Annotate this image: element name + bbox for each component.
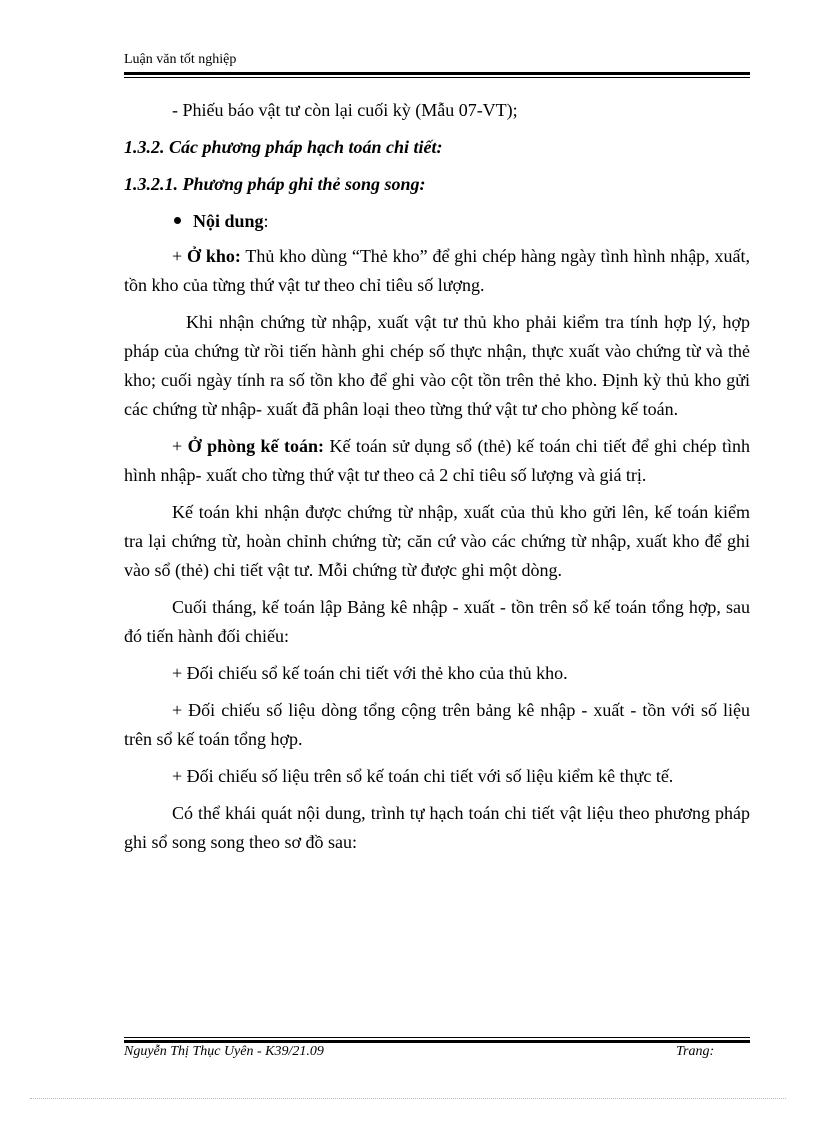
section-heading: 1.3.2. Các phương pháp hạch toán chi tiết: <box>124 137 443 157</box>
footer-rule-thick <box>124 1040 750 1043</box>
kho-prefix: + <box>172 246 187 266</box>
pkt-text: Kế toán sử dụng sổ (thẻ) kế toán chi tiết để ghi chép tình hình nhập- xuất cho từng thứ vật tư theo cả 2 chỉ tiêu số lượng và giá trị. <box>124 436 750 485</box>
footer-rule-thin <box>124 1037 750 1038</box>
reconcile-item-3: + Đối chiếu số liệu trên sổ kế toán chi tiết với số liệu kiểm kê thực tế. <box>172 766 674 786</box>
pkt-label: Ở phòng kế toán: <box>187 436 324 456</box>
document-body <box>124 96 750 857</box>
paragraph-4: Có thể khái quát nội dung, trình tự hạch toán chi tiết vật liệu theo phương pháp ghi sổ song song theo sơ đồ sau: <box>124 803 750 852</box>
paragraph-kho <box>124 242 750 300</box>
kho-text: Thủ kho dùng “Thẻ kho” để ghi chép hàng ngày tình hình nhập, xuất, tồn kho của từng thứ vật tư theo chỉ tiêu số lượng. <box>124 246 750 295</box>
paragraph-1: Khi nhận chứng từ nhập, xuất vật tư thủ kho phải kiểm tra tính hợp lý, hợp pháp của chứng từ rồi tiến hành ghi chép số thực nhận, thực xuất vào chứng từ và thẻ kho; cuối ngày tính ra số tồn kho để ghi vào cột tồn trên thẻ kho. Định kỳ thủ kho gửi các chứng từ nhập- xuất đã phân loại theo từng thứ vật tư cho phòng kế toán. <box>124 312 750 419</box>
bullet-item <box>124 207 750 236</box>
pkt-prefix: + <box>172 436 188 456</box>
paragraph-3: Cuối tháng, kế toán lập Bảng kê nhập - xuất - tồn trên sổ kế toán tổng hợp, sau đó tiến hành đối chiếu: <box>124 597 750 646</box>
header-title: Luận văn tốt nghiệp <box>124 52 237 67</box>
paragraph-phong-ke-toan <box>124 432 750 490</box>
header-rule-thick <box>124 72 750 75</box>
bullet-dot-icon <box>174 217 181 224</box>
footer-page-label: Trang: <box>676 1044 715 1059</box>
page-boundary-divider <box>30 1098 786 1099</box>
kho-label: Ở kho: <box>186 246 241 266</box>
subsection-heading: 1.3.2.1. Phương pháp ghi thẻ song song: <box>124 174 426 194</box>
header-rule-thin <box>124 77 750 78</box>
bullet-label: Nội dung <box>193 211 264 231</box>
dash-list-item: - Phiếu báo vật tư còn lại cuối kỳ (Mẫu 07-VT); <box>172 100 518 120</box>
reconcile-item-2: + Đối chiếu số liệu dòng tổng cộng trên bảng kê nhập - xuất - tồn với số liệu trên sổ kế toán tổng hợp. <box>124 700 750 749</box>
paragraph-2: Kế toán khi nhận được chứng từ nhập, xuất của thủ kho gửi lên, kế toán kiểm tra lại chứng từ, hoàn chỉnh chứng từ; căn cứ vào các chứng từ nhập, xuất kho để ghi vào sổ (thẻ) chi tiết vật tư. Mỗi chứng từ được ghi một dòng. <box>124 502 750 580</box>
reconcile-item-1: + Đối chiếu sổ kế toán chi tiết với thẻ kho của thủ kho. <box>172 663 568 683</box>
footer-author: Nguyễn Thị Thục Uyên - K39/21.09 <box>124 1044 324 1059</box>
bullet-colon: : <box>263 211 269 231</box>
